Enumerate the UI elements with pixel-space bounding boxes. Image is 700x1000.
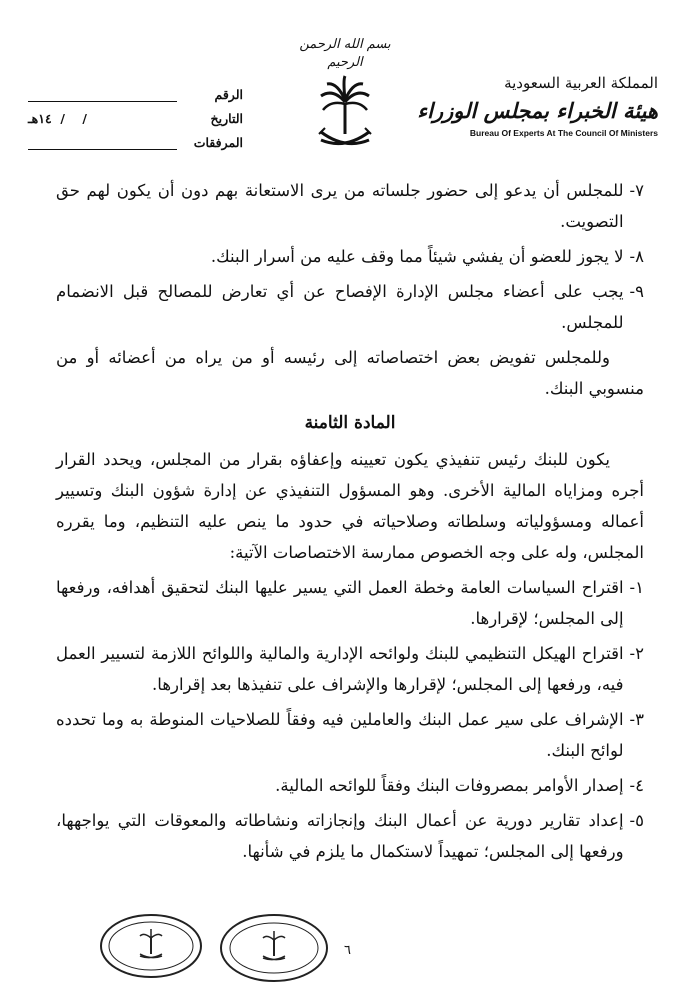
power-5 [56, 805, 644, 867]
kingdom-name: المملكة العربية السعودية [504, 74, 658, 92]
power-text: اقتراح السياسات العامة وخطة العمل التي يسير عليها البنك لتحقيق أهدافه، ورفعها إلى المجلس؛ لإقرارها. [56, 578, 624, 628]
date-row [28, 102, 243, 126]
date-label: التاريخ [210, 111, 243, 126]
clause-7 [56, 175, 644, 237]
bureau-name-arabic: هيئة الخبراء بمجلس الوزراء [417, 98, 658, 123]
bureau-name-english: Bureau Of Experts At The Council Of Ministers [469, 128, 658, 138]
page-number: ٦ [344, 943, 351, 958]
power-1 [56, 572, 644, 634]
letterhead-reference-fields [28, 78, 243, 150]
date-value: / / ١٤هـ [28, 111, 87, 126]
power-number: ٣- [629, 710, 644, 729]
clause-number: ٧- [629, 181, 644, 200]
power-2 [56, 638, 644, 700]
attachments-row [28, 126, 243, 150]
document-body [56, 175, 644, 871]
official-seal-icon [218, 912, 330, 984]
article-heading: المادة الثامنة [304, 413, 396, 433]
ref-number-line [28, 89, 177, 102]
power-text: إصدار الأوامر بمصروفات البنك وفقاً للوائحه المالية. [275, 776, 624, 795]
clause-text: يجب على أعضاء مجلس الإدارة الإفصاح عن أي تعارض للمصالح قبل الانضمام للمجلس. [56, 282, 624, 332]
clause-text: لا يجوز للعضو أن يفشي شيئاً مما وقف عليه من أسرار البنك. [210, 247, 624, 266]
power-text: اقتراح الهيكل التنظيمي للبنك ولوائحه الإدارية والمالية واللوائح اللازمة لتسيير العمل فيه، ورفعها إلى المجلس؛ لإقرارها والإشراف على تنفيذها بعد إقرارها. [56, 644, 624, 694]
attachments-label: المرفقات [193, 135, 243, 150]
attachments-line [28, 137, 177, 150]
official-seal-icon [98, 912, 204, 980]
clause-number: ٨- [629, 247, 644, 266]
power-number: ١- [629, 578, 644, 597]
clause-text: للمجلس أن يدعو إلى حضور جلساته من يرى الاستعانة بهم دون أن يكون لهم حق التصويت. [56, 181, 624, 231]
power-number: ٤- [629, 776, 644, 795]
clause-number: ٩- [629, 282, 644, 301]
basmala: بسم الله الرحمن الرحيم [299, 37, 391, 70]
power-number: ٢- [629, 644, 644, 663]
palm-swords-emblem-icon [315, 74, 375, 154]
letterhead-emblem [290, 36, 400, 154]
power-text: الإشراف على سير عمل البنك والعاملين فيه وفقاً للصلاحيات المنوطة به وما تحدده لوائح البنك. [56, 710, 624, 760]
letterhead-ministry [417, 74, 658, 138]
clause-9 [56, 276, 644, 338]
ref-number-label: الرقم [214, 87, 243, 102]
clause-8 [56, 241, 644, 272]
ref-number-row [28, 78, 243, 102]
power-number: ٥- [629, 811, 644, 830]
power-3 [56, 704, 644, 766]
power-4 [56, 770, 644, 801]
power-text: إعداد تقارير دورية عن أعمال البنك وإنجازاته ونشاطاته والمعوقات التي يواجهها، ورفعها إلى المجلس؛ تمهيداً لاستكمال ما يلزم في شأنها. [56, 811, 624, 861]
delegation-paragraph: وللمجلس تفويض بعض اختصاصاته إلى رئيسه أو من يراه من أعضائه أو من منسوبي البنك. [56, 348, 644, 398]
article-intro: يكون للبنك رئيس تنفيذي يكون تعيينه وإعفاؤه بقرار من المجلس، ويحدد القرار أجره ومزاياه المالية الأخرى. وهو المسؤول التنفيذي عن إدارة شؤون البنك وتسيير أعماله ومسؤولياته وسلطاته وصلاحياته في حدود ما ينص عليه التنظيم، وما يقرره المجلس، وله على وجه الخصوص ممارسة الاختصاصات الآتية: [56, 450, 644, 562]
